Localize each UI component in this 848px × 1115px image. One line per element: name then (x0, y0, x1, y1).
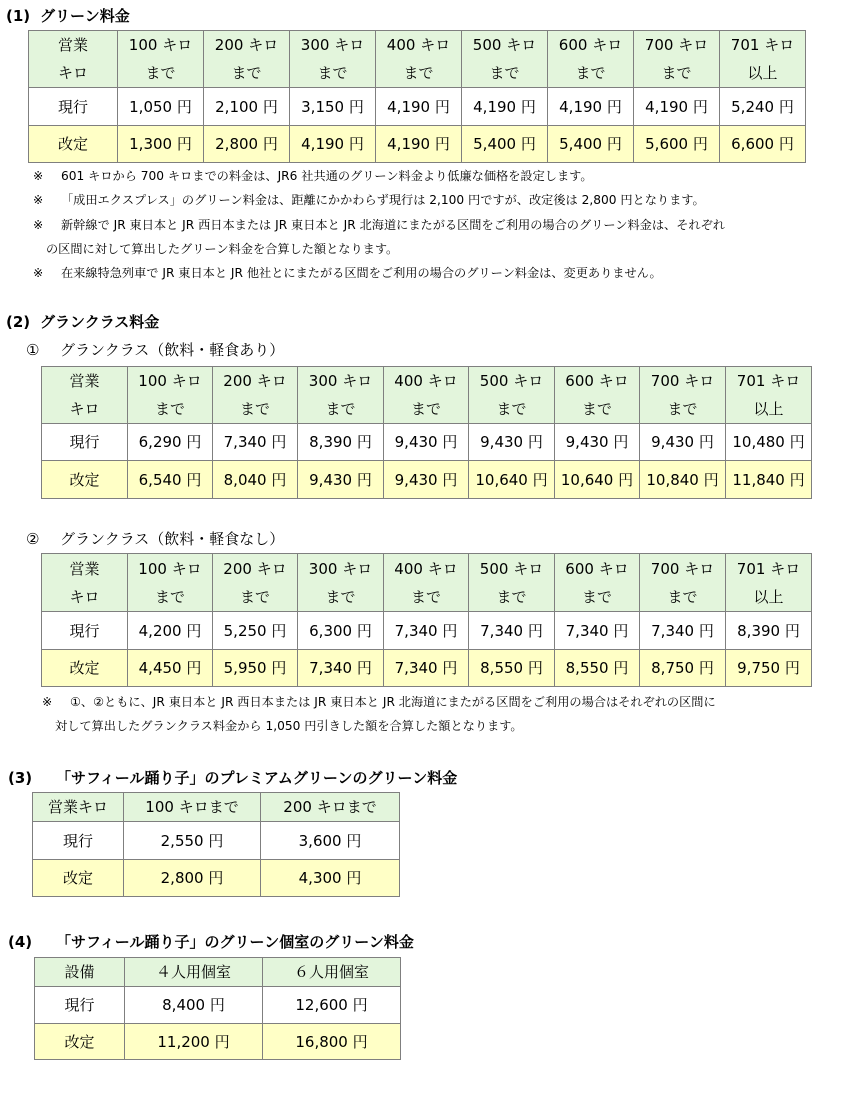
fare-cell: 9,430 円 (555, 424, 640, 461)
fare-cell: 1,050 円 (118, 88, 204, 126)
fare-cell: 9,430 円 (298, 461, 384, 499)
grandclass-without-meal-table (41, 553, 812, 687)
note-line: 対して算出したグランクラス料金から 1,050 円引きした額を合算した額となります。 (55, 719, 523, 734)
row-label: 改定 (29, 126, 118, 163)
section-3-heading (8, 769, 457, 787)
fare-cell: 10,840 円 (640, 461, 726, 499)
fare-cell: 4,300 円 (261, 860, 400, 897)
col-header: 701 キロ 以上 (726, 554, 812, 612)
section-2-notes (42, 690, 716, 739)
subsection-2b-heading: ② グランクラス（飲料・軽食なし） (26, 530, 285, 548)
col-header: 700 キロ まで (640, 367, 726, 424)
fare-cell: 4,450 円 (128, 650, 213, 687)
fare-cell: 7,340 円 (469, 612, 555, 650)
fare-cell: 11,200 円 (125, 1024, 263, 1060)
subsection-2a-heading: ① グランクラス（飲料・軽食あり） (26, 341, 285, 359)
col-header: 300 キロ まで (298, 554, 384, 612)
row-label: 改定 (42, 461, 128, 499)
col-header: 600 キロ まで (548, 31, 634, 88)
fare-cell: 9,430 円 (384, 461, 469, 499)
table-row (35, 987, 401, 1024)
section-1-notes (33, 164, 725, 285)
row-label: 現行 (29, 88, 118, 126)
fare-cell: 7,340 円 (384, 612, 469, 650)
fare-cell: 8,390 円 (298, 424, 384, 461)
col-header: 500 キロ まで (469, 554, 555, 612)
fare-cell: 7,340 円 (298, 650, 384, 687)
note-line: ※ 新幹線で JR 東日本と JR 西日本または JR 東日本と JR 北海道にまたがる区間をご利用の場合のグリーン料金は、それぞれ (33, 217, 725, 232)
fare-cell: 6,540 円 (128, 461, 213, 499)
fare-cell: 5,400 円 (548, 126, 634, 163)
col-header: 200 キロまで (261, 793, 400, 822)
col-header: ４人用個室 (125, 958, 263, 987)
section-1-heading (6, 7, 130, 25)
subsection-2b-title: グランクラス（飲料・軽食なし） (60, 530, 285, 548)
section-2-title: グランクラス料金 (40, 313, 160, 331)
fare-cell: 7,340 円 (384, 650, 469, 687)
section-3-number: (3) (8, 769, 33, 787)
note-line: ※ 601 キロから 700 キロまでの料金は、JR6 社共通のグリーン料金より低廉な価格を設定します。 (33, 169, 593, 183)
fare-cell: 2,800 円 (204, 126, 290, 163)
col-header: 400 キロ まで (384, 367, 469, 424)
col-header: 100 キロ まで (118, 31, 204, 88)
row-label: 現行 (33, 822, 124, 860)
table-row (33, 822, 400, 860)
table-row (42, 650, 812, 687)
fare-cell: 8,400 円 (125, 987, 263, 1024)
section-1-number: (1) (6, 7, 31, 25)
col-header: 200 キロ まで (213, 367, 298, 424)
fare-cell: 4,190 円 (634, 88, 720, 126)
fare-cell: 4,200 円 (128, 612, 213, 650)
table-row (29, 88, 806, 126)
fare-cell: 9,750 円 (726, 650, 812, 687)
col-header: 700 キロ まで (640, 554, 726, 612)
fare-cell: 5,600 円 (634, 126, 720, 163)
col-header: 営業 キロ (42, 367, 128, 424)
note-line: ※ 「成田エクスプレス」のグリーン料金は、距離にかかわらず現行は 2,100 円ですが、改定後は 2,800 円となります。 (33, 193, 705, 208)
row-label: 改定 (42, 650, 128, 687)
fare-cell: 4,190 円 (548, 88, 634, 126)
fare-cell: 8,750 円 (640, 650, 726, 687)
col-header: 営業 キロ (42, 554, 128, 612)
col-header: 701 キロ 以上 (720, 31, 806, 88)
fare-cell: 5,950 円 (213, 650, 298, 687)
fare-cell: 7,340 円 (555, 612, 640, 650)
fare-cell: 8,550 円 (469, 650, 555, 687)
col-header: 100 キロ まで (128, 367, 213, 424)
fare-cell: 3,150 円 (290, 88, 376, 126)
fare-cell: 11,840 円 (726, 461, 812, 499)
fare-cell: 8,390 円 (726, 612, 812, 650)
row-label: 現行 (42, 424, 128, 461)
green-fare-table (28, 30, 806, 163)
col-header: 700 キロ まで (634, 31, 720, 88)
col-header: 100 キロまで (124, 793, 261, 822)
col-header: 100 キロ まで (128, 554, 213, 612)
fare-cell: 4,190 円 (462, 88, 548, 126)
col-header: 200 キロ まで (213, 554, 298, 612)
col-header: 営業キロ (33, 793, 124, 822)
section-4-heading (8, 933, 414, 951)
table-row (29, 126, 806, 163)
col-header: 300 キロ まで (290, 31, 376, 88)
fare-cell: 4,190 円 (376, 88, 462, 126)
fare-cell: 5,240 円 (720, 88, 806, 126)
fare-cell: 2,800 円 (124, 860, 261, 897)
col-header: 500 キロ まで (462, 31, 548, 88)
fare-cell: 6,300 円 (298, 612, 384, 650)
row-label: 現行 (42, 612, 128, 650)
fare-cell: 2,550 円 (124, 822, 261, 860)
fare-cell: 4,190 円 (290, 126, 376, 163)
section-4-number: (4) (8, 933, 33, 951)
green-compartment-fare-table (34, 957, 401, 1060)
row-label: 改定 (33, 860, 124, 897)
note-line: の区間に対して算出したグリーン料金を合算した額となります。 (46, 241, 399, 256)
fare-cell: 8,550 円 (555, 650, 640, 687)
table-row (42, 612, 812, 650)
fare-cell: 4,190 円 (376, 126, 462, 163)
fare-cell: 7,340 円 (640, 612, 726, 650)
col-header: 500 キロ まで (469, 367, 555, 424)
fare-cell: 1,300 円 (118, 126, 204, 163)
fare-cell: 9,430 円 (384, 424, 469, 461)
col-header: 300 キロ まで (298, 367, 384, 424)
fare-cell: 7,340 円 (213, 424, 298, 461)
fare-cell: 6,290 円 (128, 424, 213, 461)
fare-cell: 10,480 円 (726, 424, 812, 461)
fare-cell: 5,400 円 (462, 126, 548, 163)
col-header: ６人用個室 (263, 958, 401, 987)
fare-cell: 5,250 円 (213, 612, 298, 650)
fare-cell: 12,600 円 (263, 987, 401, 1024)
col-header: 600 キロ まで (555, 367, 640, 424)
col-header: 400 キロ まで (384, 554, 469, 612)
fare-cell: 2,100 円 (204, 88, 290, 126)
col-header: 営業 キロ (29, 31, 118, 88)
section-2-heading (6, 313, 159, 331)
note-line: ※ 在来線特急列車で JR 東日本と JR 他社とにまたがる区間をご利用の場合のグリーン料金は、変更ありません。 (33, 266, 662, 281)
section-1-title: グリーン料金 (40, 7, 130, 25)
row-label: 改定 (35, 1024, 125, 1060)
table-row (33, 860, 400, 897)
col-header: 200 キロ まで (204, 31, 290, 88)
note-line: ※ ①、②ともに、JR 東日本と JR 西日本または JR 東日本と JR 北海道にまたがる区間をご利用の場合はそれぞれの区間に (42, 695, 716, 709)
grandclass-with-meal-table (41, 366, 812, 499)
col-header: 701 キロ 以上 (726, 367, 812, 424)
fare-cell: 3,600 円 (261, 822, 400, 860)
col-header: 600 キロ まで (555, 554, 640, 612)
table-row (42, 424, 812, 461)
fare-cell: 9,430 円 (640, 424, 726, 461)
subsection-2a-title: グランクラス（飲料・軽食あり） (60, 341, 285, 359)
premium-green-fare-table (32, 792, 400, 897)
section-3-title: 「サフィール踊り子」のプレミアムグリーンのグリーン料金 (56, 769, 458, 787)
fare-cell: 9,430 円 (469, 424, 555, 461)
fare-cell: 16,800 円 (263, 1024, 401, 1060)
col-header: 設備 (35, 958, 125, 987)
section-2-number: (2) (6, 313, 31, 331)
fare-cell: 6,600 円 (720, 126, 806, 163)
table-row (35, 1024, 401, 1060)
fare-cell: 8,040 円 (213, 461, 298, 499)
col-header: 400 キロ まで (376, 31, 462, 88)
fare-cell: 10,640 円 (555, 461, 640, 499)
section-4-title: 「サフィール踊り子」のグリーン個室のグリーン料金 (56, 933, 414, 951)
fare-cell: 10,640 円 (469, 461, 555, 499)
table-row (42, 461, 812, 499)
row-label: 現行 (35, 987, 125, 1024)
